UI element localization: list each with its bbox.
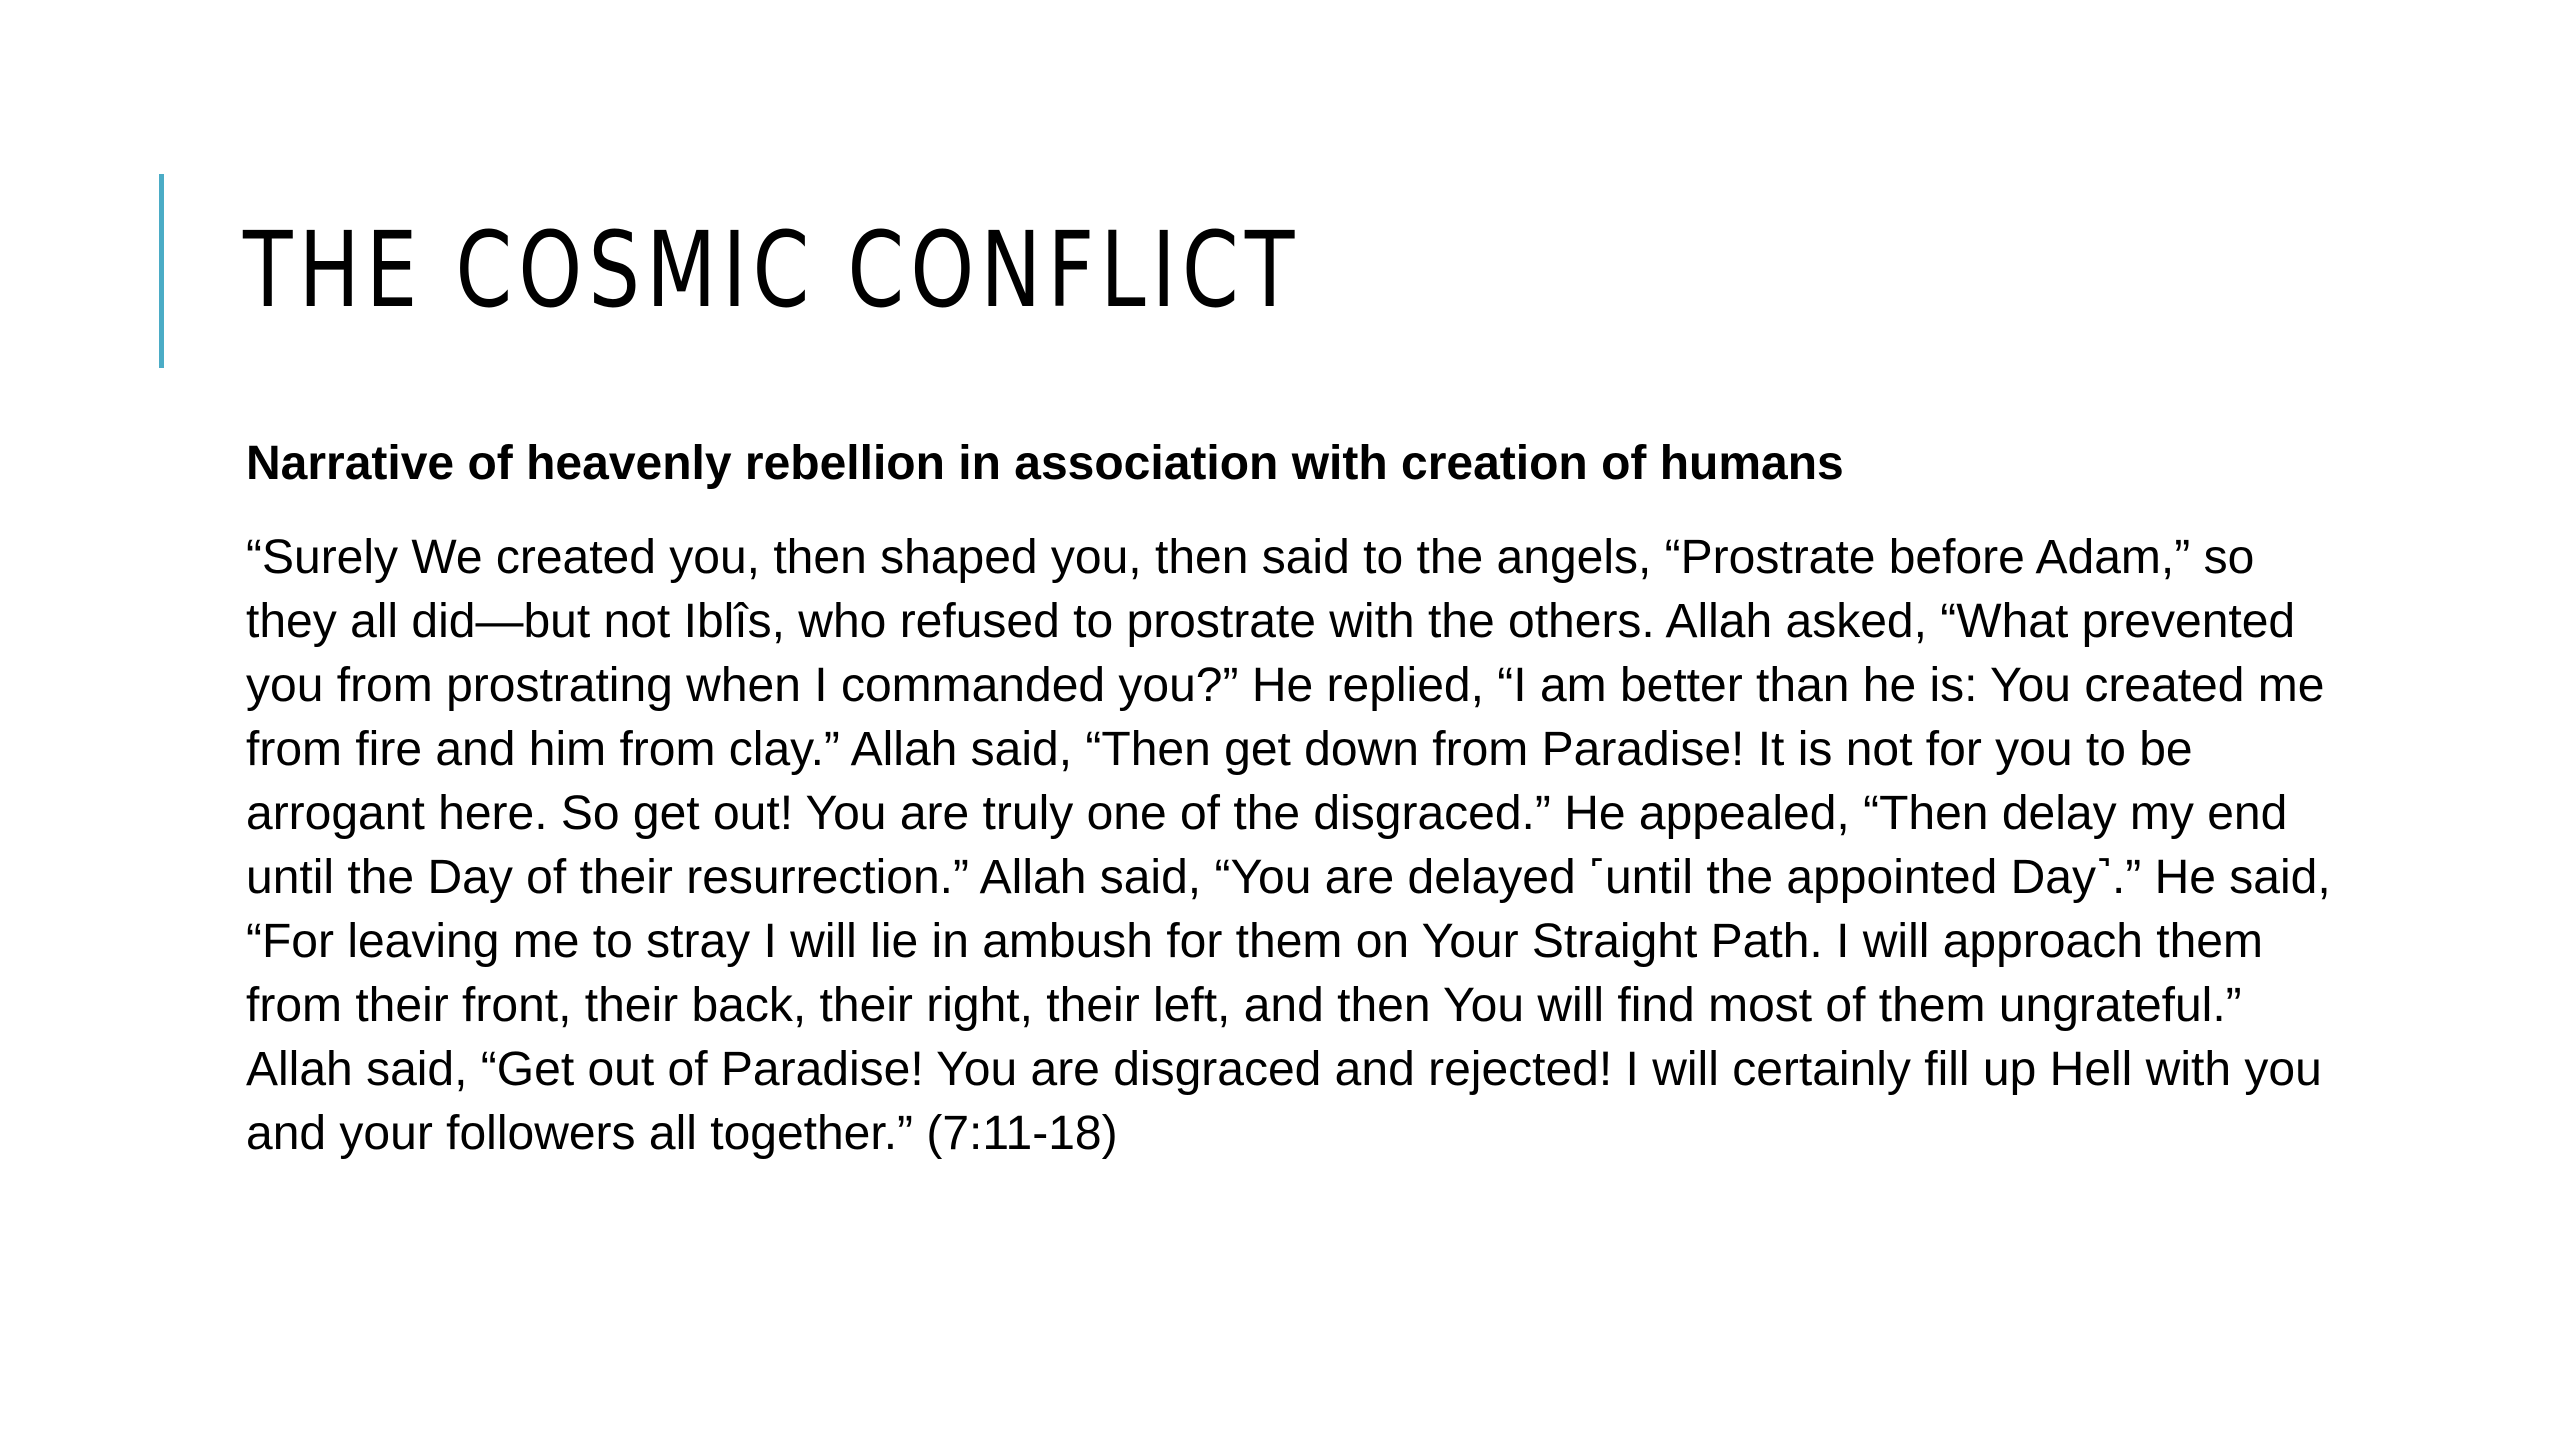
- title-accent-bar: [159, 174, 164, 368]
- slide-title: THE COSMIC CONFLICT: [243, 209, 1301, 331]
- quote-text: “Surely We created you, then shaped you, then said to the angels, “Prostrate before Adam,” so they all did—but not Iblîs, who refused to prostrate with the others. Allah asked, “What prevented you from prostrating when I commanded you?” He replied, “I am better than he is: You created me from fire and him from clay.” Allah said, “Then get down from Paradise! It is not for you to be arrogant here. So get out! You are truly one of the disgraced.” He appealed, “Then delay my end until the Day of their resurrection.” Allah said, “You are delayed ˹until the appointed Day˺.” He said, “For leaving me to stray I will lie in ambush for them on Your Straight Path. I will approach them from their front, their back, their right, their left, and then You will find most of them ungrateful.” Allah said, “Get out of Paradise! You are disgraced and rejected! I will certainly fill up Hell with you and your followers all together.” (7:11-18): [246, 531, 2331, 1160]
- slide-subtitle: Narrative of heavenly rebellion in association with creation of humans: [246, 437, 1844, 490]
- slide-content: [246, 432, 2346, 1166]
